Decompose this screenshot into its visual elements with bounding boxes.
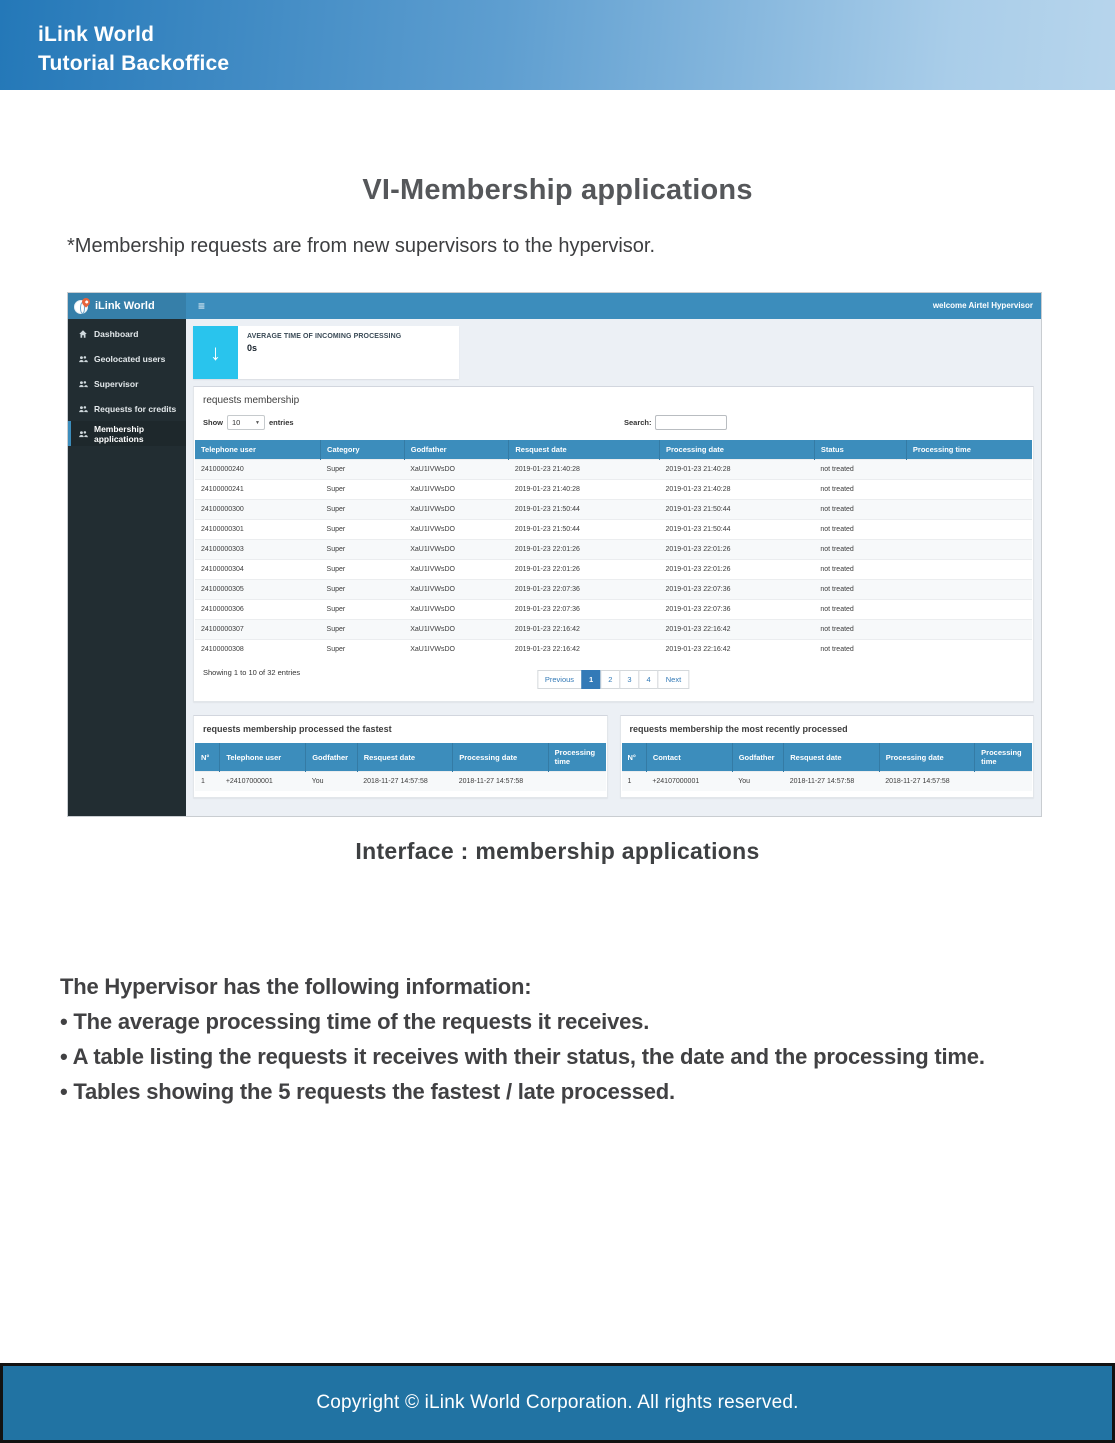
table-cell: 2019-01-23 21:40:28 bbox=[660, 480, 815, 500]
column-header: Processing date bbox=[660, 440, 815, 460]
requests-membership-panel bbox=[193, 386, 1034, 702]
table-cell bbox=[548, 772, 605, 792]
column-header: Resquest date bbox=[784, 743, 879, 772]
table-footer bbox=[194, 659, 1033, 701]
table-cell: not treated bbox=[814, 620, 906, 640]
sidebar-item-label: Geolocated users bbox=[94, 353, 166, 364]
header-line-1: iLink World bbox=[38, 23, 155, 46]
page-title: VI-Membership applications bbox=[362, 174, 753, 206]
table-header-row bbox=[195, 743, 606, 772]
table-cell: not treated bbox=[814, 560, 906, 580]
app-main bbox=[186, 319, 1041, 817]
table-cell: not treated bbox=[814, 480, 906, 500]
table-cell: 2018-11-27 14:57:58 bbox=[784, 772, 879, 792]
table-cell bbox=[906, 500, 1032, 520]
table-cell: 1 bbox=[195, 772, 220, 792]
search-control bbox=[624, 415, 727, 430]
hamburger-icon: ≡ bbox=[198, 299, 206, 313]
table-cell: Super bbox=[321, 640, 405, 660]
sidebar-item-requests-for-credits[interactable] bbox=[68, 396, 186, 421]
column-header: Contact bbox=[646, 743, 732, 772]
sidebar-item-label: Membership applications bbox=[94, 423, 145, 444]
table-cell: 24100000303 bbox=[195, 540, 321, 560]
table-cell: 2019-01-23 22:01:26 bbox=[660, 540, 815, 560]
app-body bbox=[68, 319, 1041, 817]
table-cell: not treated bbox=[814, 540, 906, 560]
table-cell: 2019-01-23 22:01:26 bbox=[509, 560, 660, 580]
table-cell bbox=[906, 460, 1032, 480]
table-cell: 24100000308 bbox=[195, 640, 321, 660]
fastest-processed-table bbox=[195, 743, 606, 791]
table-cell: 1 bbox=[622, 772, 647, 792]
globe-pin-icon bbox=[74, 298, 90, 314]
pagination-2[interactable]: 2 bbox=[600, 670, 620, 689]
table-cell: 2019-01-23 21:50:44 bbox=[509, 520, 660, 540]
table-cell: 24100000300 bbox=[195, 500, 321, 520]
table-row bbox=[195, 460, 1032, 480]
table-cell: not treated bbox=[814, 460, 906, 480]
page-size-select[interactable] bbox=[227, 415, 265, 430]
table-cell: You bbox=[732, 772, 784, 792]
table-cell: You bbox=[306, 772, 358, 792]
table-cell: 24100000301 bbox=[195, 520, 321, 540]
table-cell: XaU1IVWsDO bbox=[404, 460, 509, 480]
sidebar-item-supervisor[interactable] bbox=[68, 371, 186, 396]
table-cell: Super bbox=[321, 580, 405, 600]
table-cell bbox=[906, 520, 1032, 540]
column-header: Telephone user bbox=[220, 743, 306, 772]
table-row bbox=[195, 540, 1032, 560]
table-row bbox=[195, 500, 1032, 520]
table-cell: 2019-01-23 21:50:44 bbox=[660, 520, 815, 540]
bullet-item: • The average processing time of the requests it receives. bbox=[60, 1009, 650, 1034]
table-cell: 2019-01-23 21:40:28 bbox=[509, 460, 660, 480]
app-brand: iLink World bbox=[95, 300, 155, 312]
table-cell: 2019-01-23 21:40:28 bbox=[509, 480, 660, 500]
table-row bbox=[195, 560, 1032, 580]
document-footer bbox=[0, 1363, 1115, 1443]
info-box-value: 0s bbox=[247, 343, 258, 353]
users-icon bbox=[78, 379, 88, 389]
table-cell: XaU1IVWsDO bbox=[404, 500, 509, 520]
table-cell: 2019-01-23 22:01:26 bbox=[509, 540, 660, 560]
app-screenshot bbox=[67, 292, 1042, 817]
sidebar-item-membership-applications[interactable] bbox=[68, 421, 186, 446]
body-intro: The Hypervisor has the following information: bbox=[60, 974, 532, 999]
table-cell: 2019-01-23 22:16:42 bbox=[509, 640, 660, 660]
table-cell: XaU1IVWsDO bbox=[404, 640, 509, 660]
table-summary: Showing 1 to 10 of 32 entries bbox=[203, 668, 301, 677]
table-cell bbox=[906, 480, 1032, 500]
page-note: *Membership requests are from new supervisors to the hypervisor. bbox=[67, 235, 656, 257]
users-icon bbox=[78, 354, 88, 364]
average-time-info-box bbox=[193, 326, 459, 379]
table-row bbox=[195, 620, 1032, 640]
footer-text: Copyright © iLink World Corporation. All rights reserved. bbox=[316, 1392, 799, 1413]
table-cell: not treated bbox=[814, 600, 906, 620]
table-cell: 2019-01-23 22:01:26 bbox=[660, 560, 815, 580]
figure-caption: Interface : membership applications bbox=[355, 838, 760, 864]
table-cell: 2019-01-23 22:16:42 bbox=[660, 640, 815, 660]
table-cell bbox=[906, 540, 1032, 560]
table-cell: 24100000307 bbox=[195, 620, 321, 640]
table-cell: 24100000240 bbox=[195, 460, 321, 480]
page-size-value: 10 bbox=[232, 418, 241, 427]
info-box-text bbox=[238, 326, 410, 379]
table-cell: 2019-01-23 21:40:28 bbox=[660, 460, 815, 480]
column-header: Godfather bbox=[306, 743, 358, 772]
table-cell bbox=[906, 640, 1032, 660]
recently-processed-panel bbox=[620, 715, 1035, 798]
table-cell: not treated bbox=[814, 580, 906, 600]
table-cell bbox=[906, 620, 1032, 640]
table-cell: Super bbox=[321, 520, 405, 540]
table-cell: not treated bbox=[814, 500, 906, 520]
bottom-tables-row bbox=[193, 715, 1034, 798]
table-cell: 24100000306 bbox=[195, 600, 321, 620]
sidebar-item-geolocated-users[interactable] bbox=[68, 346, 186, 371]
column-header: Processing date bbox=[879, 743, 974, 772]
table-cell: XaU1IVWsDO bbox=[404, 560, 509, 580]
pagination-next[interactable]: Next bbox=[658, 670, 689, 689]
table-cell: XaU1IVWsDO bbox=[404, 520, 509, 540]
table-cell: XaU1IVWsDO bbox=[404, 540, 509, 560]
bullet-item: • A table listing the requests it receives with their status, the date and the processing time. bbox=[60, 1044, 985, 1069]
users-icon bbox=[78, 429, 88, 439]
table-cell: 2018-11-27 14:57:58 bbox=[453, 772, 548, 792]
column-header: Resquest date bbox=[357, 743, 452, 772]
search-input[interactable] bbox=[655, 415, 727, 430]
user-menu[interactable]: welcome Airtel Hypervisor bbox=[932, 301, 1033, 310]
table-row bbox=[195, 520, 1032, 540]
body-text bbox=[60, 969, 1070, 1109]
table-cell bbox=[906, 580, 1032, 600]
table-cell: 2019-01-23 21:50:44 bbox=[509, 500, 660, 520]
search-label: Search: bbox=[624, 418, 652, 427]
table-cell: 24100000241 bbox=[195, 480, 321, 500]
table-cell: Super bbox=[321, 600, 405, 620]
info-box-label: AVERAGE TIME OF INCOMING PROCESSING bbox=[247, 333, 402, 340]
pagination-previous[interactable]: Previous bbox=[537, 670, 582, 689]
table-cell: Super bbox=[321, 480, 405, 500]
table-cell: Super bbox=[321, 460, 405, 480]
table-row bbox=[195, 480, 1032, 500]
pagination-3[interactable]: 3 bbox=[619, 670, 639, 689]
table-cell: 2019-01-23 21:50:44 bbox=[660, 500, 815, 520]
column-header: Processing date bbox=[453, 743, 548, 772]
table-header-row bbox=[622, 743, 1033, 772]
table-cell: XaU1IVWsDO bbox=[404, 480, 509, 500]
show-label: Show bbox=[203, 418, 223, 427]
document-header-text bbox=[0, 0, 1115, 78]
header-line-2: Tutorial Backoffice bbox=[38, 52, 230, 75]
table-cell bbox=[906, 600, 1032, 620]
sidebar-item-label: Requests for credits bbox=[94, 403, 177, 414]
table-header-row bbox=[195, 440, 1032, 460]
column-header: N° bbox=[622, 743, 647, 772]
app-logo[interactable] bbox=[68, 293, 186, 319]
panel-title: requests membership the most recently processed bbox=[629, 724, 848, 734]
column-header: Processing time bbox=[906, 440, 1032, 460]
table-cell: 2018-11-27 14:57:58 bbox=[879, 772, 974, 792]
table-cell: not treated bbox=[814, 520, 906, 540]
column-header: Processing time bbox=[548, 743, 605, 772]
users-icon bbox=[78, 404, 88, 414]
bullet-item: • Tables showing the 5 requests the fastest / late processed. bbox=[60, 1079, 675, 1104]
table-cell: 2019-01-23 22:16:42 bbox=[660, 620, 815, 640]
table-cell: Super bbox=[321, 620, 405, 640]
table-row bbox=[195, 772, 606, 792]
table-cell: 2019-01-23 22:16:42 bbox=[509, 620, 660, 640]
fastest-processed-panel bbox=[193, 715, 608, 798]
table-cell: XaU1IVWsDO bbox=[404, 600, 509, 620]
table-cell: +24107000001 bbox=[220, 772, 306, 792]
table-cell: not treated bbox=[814, 640, 906, 660]
table-cell: 24100000305 bbox=[195, 580, 321, 600]
column-header: N° bbox=[195, 743, 220, 772]
table-cell: 2019-01-23 22:07:36 bbox=[660, 600, 815, 620]
table-cell: Super bbox=[321, 540, 405, 560]
menu-toggle[interactable] bbox=[186, 293, 217, 319]
document-header-banner bbox=[0, 0, 1115, 90]
panel-title: requests membership processed the fastest bbox=[203, 724, 392, 734]
column-header: Godfather bbox=[404, 440, 509, 460]
column-header: Status bbox=[814, 440, 906, 460]
table-cell bbox=[975, 772, 1032, 792]
pagination-4[interactable]: 4 bbox=[639, 670, 659, 689]
column-header: Telephone user bbox=[195, 440, 321, 460]
table-row bbox=[195, 600, 1032, 620]
table-cell: XaU1IVWsDO bbox=[404, 580, 509, 600]
requests-membership-table bbox=[195, 440, 1032, 659]
table-cell: +24107000001 bbox=[646, 772, 732, 792]
table-row bbox=[195, 640, 1032, 660]
column-header: Resquest date bbox=[509, 440, 660, 460]
sidebar-item-label: Dashboard bbox=[94, 328, 139, 339]
sidebar-item-dashboard[interactable] bbox=[68, 321, 186, 346]
entries-label: entries bbox=[269, 418, 294, 427]
panel-title: requests membership bbox=[203, 395, 300, 406]
app-topbar bbox=[68, 293, 1041, 319]
caret-down-icon: ▼ bbox=[255, 419, 260, 426]
table-cell: 2019-01-23 22:07:36 bbox=[509, 580, 660, 600]
table-cell: Super bbox=[321, 560, 405, 580]
sidebar-item-label: Supervisor bbox=[94, 378, 139, 389]
home-icon bbox=[78, 329, 88, 339]
show-entries-control bbox=[203, 415, 1024, 430]
table-cell: 2019-01-23 22:07:36 bbox=[509, 600, 660, 620]
table-cell bbox=[906, 560, 1032, 580]
table-cell: 24100000304 bbox=[195, 560, 321, 580]
pagination bbox=[538, 670, 689, 689]
down-arrow-icon: ↓ bbox=[193, 326, 238, 379]
body-bullets bbox=[60, 1004, 1070, 1109]
table-row bbox=[622, 772, 1033, 792]
column-header: Category bbox=[321, 440, 405, 460]
app-sidebar bbox=[68, 319, 186, 817]
column-header: Processing time bbox=[975, 743, 1032, 772]
table-cell: 2018-11-27 14:57:58 bbox=[357, 772, 452, 792]
table-cell: XaU1IVWsDO bbox=[404, 620, 509, 640]
table-row bbox=[195, 580, 1032, 600]
pagination-1[interactable]: 1 bbox=[581, 670, 601, 689]
table-controls bbox=[194, 413, 1033, 437]
column-header: Godfather bbox=[732, 743, 784, 772]
table-cell: Super bbox=[321, 500, 405, 520]
recently-processed-table bbox=[622, 743, 1033, 791]
table-cell: 2019-01-23 22:07:36 bbox=[660, 580, 815, 600]
